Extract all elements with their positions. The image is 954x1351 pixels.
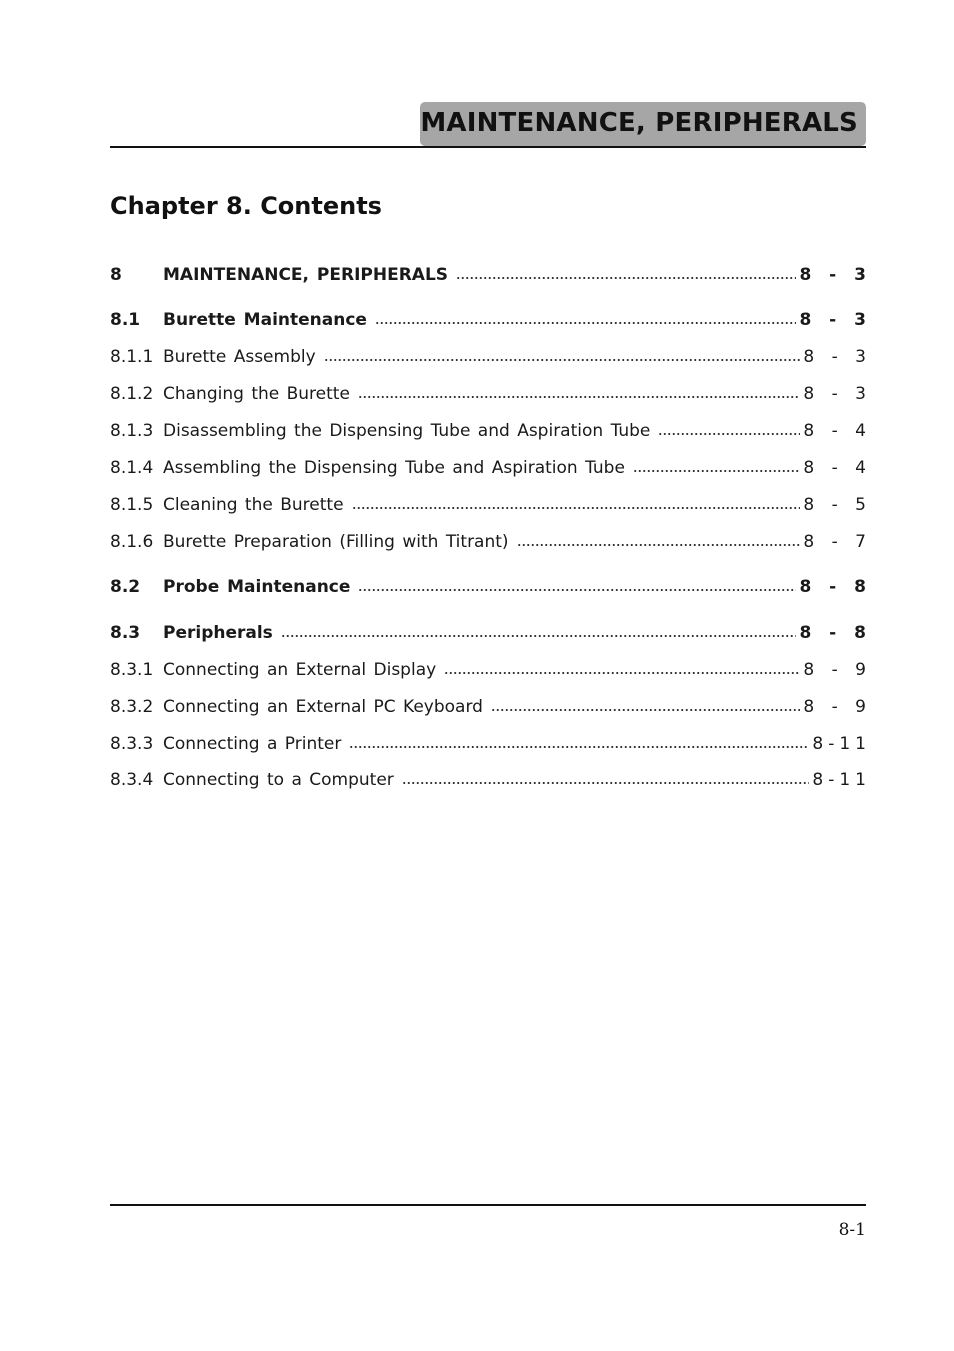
toc-entry-page: 8 - 8 bbox=[799, 577, 871, 597]
toc-entry[interactable] bbox=[110, 577, 871, 601]
toc-entry-page: 8 - 9 bbox=[803, 697, 871, 717]
toc-entry-number: 8.3 bbox=[110, 623, 141, 643]
toc-entry[interactable] bbox=[110, 384, 871, 408]
toc-entry-page: 8 - 3 bbox=[799, 265, 871, 285]
chapter-title: Chapter 8. Contents bbox=[110, 192, 382, 220]
toc-entry-title: Assembling the Dispensing Tube and Aspiration Tube bbox=[163, 458, 625, 478]
toc-entry-page: 8 - 8 bbox=[799, 623, 871, 643]
dot-leader bbox=[375, 321, 797, 325]
toc-entry-title: Connecting an External PC Keyboard bbox=[163, 697, 483, 717]
toc-entry-page: 8 - 4 bbox=[803, 458, 871, 478]
dot-leader bbox=[633, 469, 800, 473]
dot-leader bbox=[491, 708, 800, 712]
toc-entry-title: Peripherals bbox=[163, 623, 273, 643]
toc-entry[interactable] bbox=[110, 265, 871, 289]
banner-title: MAINTENANCE, PERIPHERALS bbox=[420, 108, 858, 138]
toc-entry-number: 8.1.6 bbox=[110, 532, 154, 552]
toc-entry-number: 8.1.4 bbox=[110, 458, 154, 478]
toc-entry[interactable] bbox=[110, 495, 871, 519]
footer-rule bbox=[110, 1204, 866, 1206]
chapter-banner bbox=[420, 102, 866, 146]
toc-entry-page: 8-11 bbox=[812, 734, 871, 754]
toc-entry-number: 8.1.5 bbox=[110, 495, 154, 515]
toc-entry-title: Connecting a Printer bbox=[163, 734, 342, 754]
toc-entry-title: Cleaning the Burette bbox=[163, 495, 344, 515]
toc-entry[interactable] bbox=[110, 310, 871, 334]
dot-leader bbox=[402, 781, 810, 785]
toc-entry-number: 8.1 bbox=[110, 310, 141, 330]
toc-entry[interactable] bbox=[110, 421, 871, 445]
toc-entry-number: 8.1.2 bbox=[110, 384, 154, 404]
toc-entry[interactable] bbox=[110, 347, 871, 371]
toc-entry-title: Connecting an External Display bbox=[163, 660, 437, 680]
toc-entry-number: 8.1.3 bbox=[110, 421, 154, 441]
toc-entry-page: 8 - 3 bbox=[803, 347, 871, 367]
toc-entry[interactable] bbox=[110, 770, 871, 794]
toc-entry[interactable] bbox=[110, 660, 871, 684]
toc-entry-title: Disassembling the Dispensing Tube and Aspiration Tube bbox=[163, 421, 651, 441]
dot-leader bbox=[358, 588, 796, 592]
toc-entry-number: 8.3.3 bbox=[110, 734, 154, 754]
dot-leader bbox=[444, 671, 800, 675]
toc-entry-number: 8.3.1 bbox=[110, 660, 154, 680]
toc-entry-number: 8.1.1 bbox=[110, 347, 154, 367]
toc-entry-page: 8 - 9 bbox=[803, 660, 871, 680]
dot-leader bbox=[517, 543, 801, 547]
toc-entry-page: 8-11 bbox=[812, 770, 871, 790]
toc-entry-page: 8 - 4 bbox=[803, 421, 871, 441]
dot-leader bbox=[349, 745, 809, 749]
toc-entry[interactable] bbox=[110, 458, 871, 482]
header-rule bbox=[110, 146, 866, 148]
toc-entry[interactable] bbox=[110, 734, 871, 758]
toc-entry-page: 8 - 5 bbox=[803, 495, 871, 515]
toc-entry[interactable] bbox=[110, 623, 871, 647]
dot-leader bbox=[358, 395, 800, 399]
toc-entry-number: 8.3.2 bbox=[110, 697, 154, 717]
toc-entry-title: MAINTENANCE, PERIPHERALS bbox=[163, 265, 449, 285]
dot-leader bbox=[324, 358, 801, 362]
toc-entry-title: Burette Assembly bbox=[163, 347, 316, 367]
toc-entry-title: Burette Maintenance bbox=[163, 310, 367, 330]
toc-entry-page: 8 - 3 bbox=[799, 310, 871, 330]
toc-entry-title: Probe Maintenance bbox=[163, 577, 351, 597]
toc-entry[interactable] bbox=[110, 532, 871, 556]
dot-leader bbox=[456, 276, 796, 280]
toc-entry-title: Changing the Burette bbox=[163, 384, 350, 404]
toc-entry-title: Connecting to a Computer bbox=[163, 770, 394, 790]
toc-entry-number: 8.3.4 bbox=[110, 770, 154, 790]
toc-entry-number: 8 bbox=[110, 265, 122, 285]
toc-entry-number: 8.2 bbox=[110, 577, 141, 597]
page-number: 8-1 bbox=[838, 1220, 866, 1240]
toc-entry-page: 8 - 7 bbox=[803, 532, 871, 552]
dot-leader bbox=[281, 634, 797, 638]
dot-leader bbox=[658, 432, 800, 436]
toc-entry-page: 8 - 3 bbox=[803, 384, 871, 404]
dot-leader bbox=[352, 506, 801, 510]
toc-entry[interactable] bbox=[110, 697, 871, 721]
toc-entry-title: Burette Preparation (Filling with Titrant) bbox=[163, 532, 509, 552]
